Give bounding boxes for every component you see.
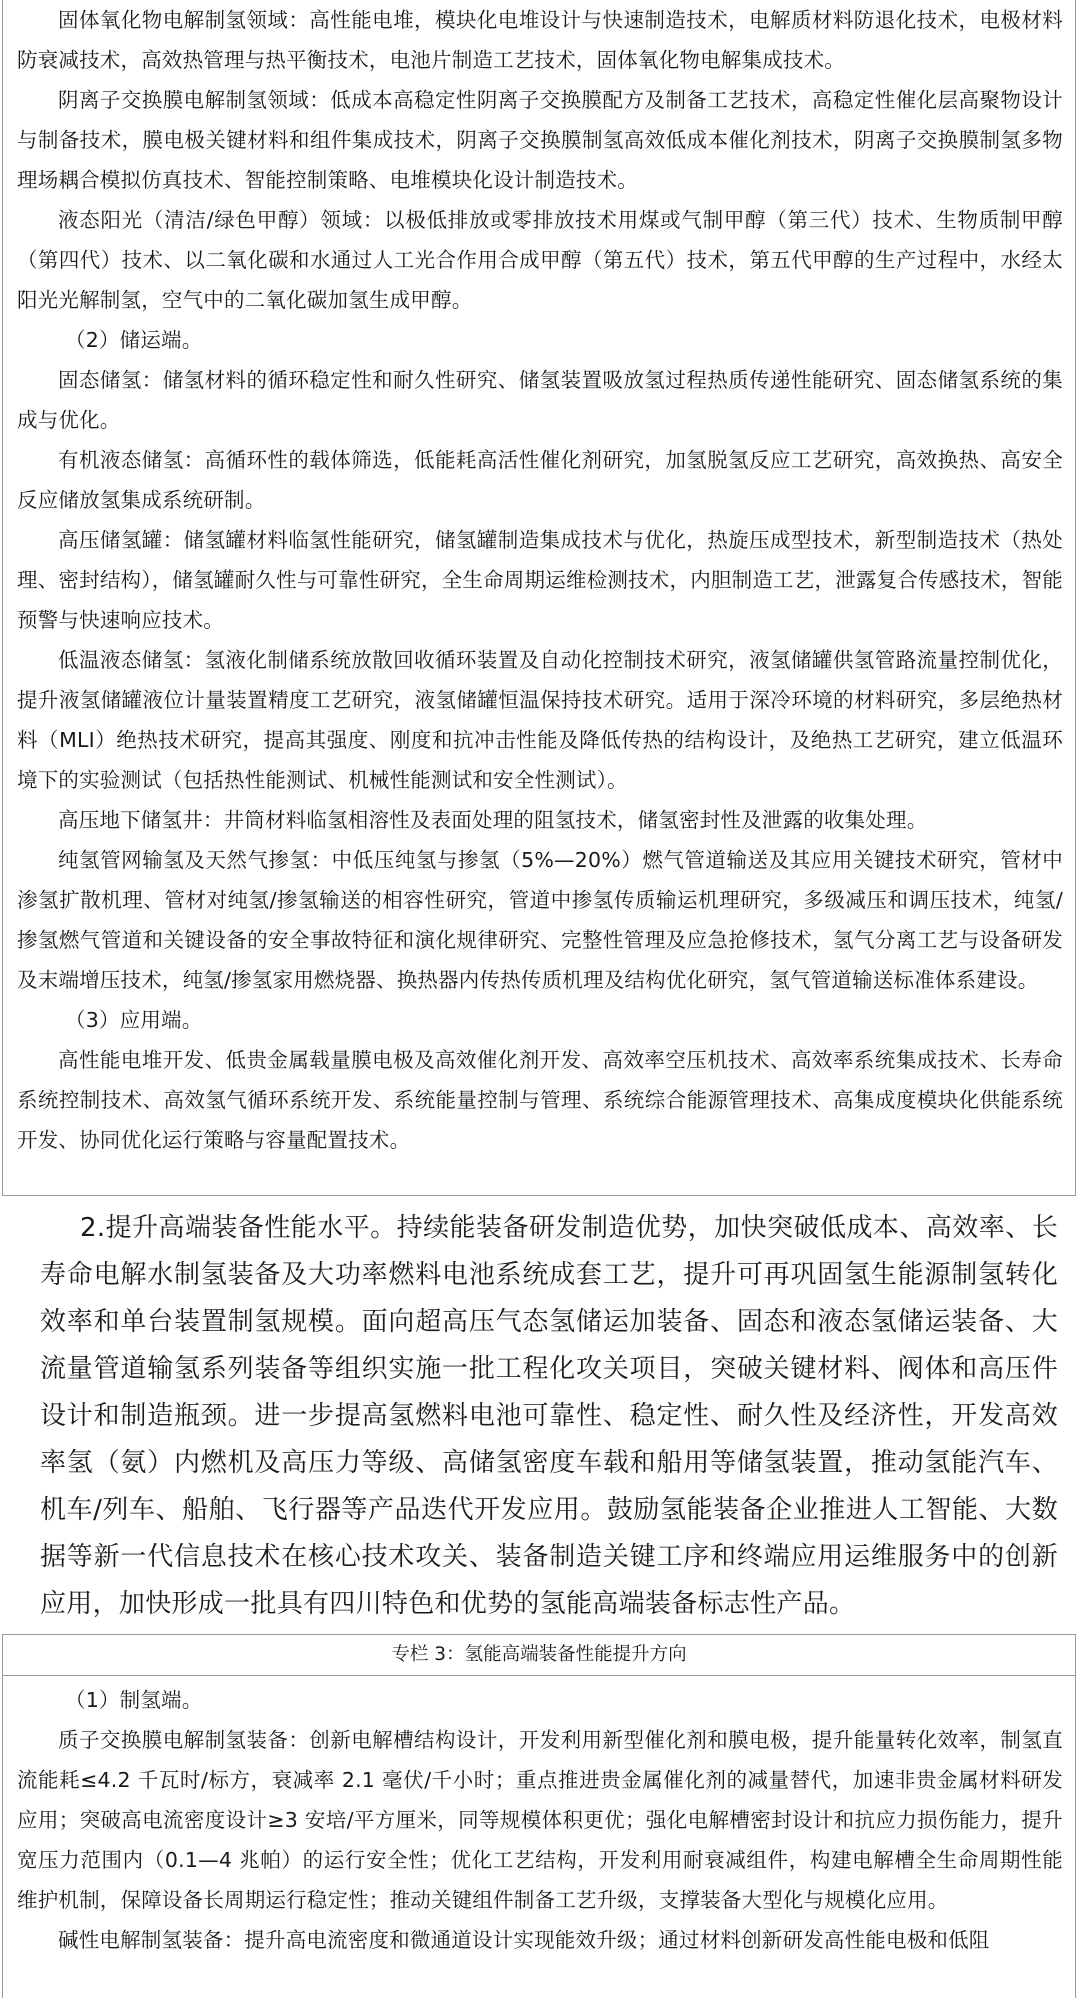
- paragraph-anion-exchange: 阴离子交换膜电解制氢领域：低成本高稳定性阴离子交换膜配方及制备工艺技术，高稳定性催化层高聚物设计与制备技术，膜电极关键材料和组件集成技术，阴离子交换膜制氢高效低成本催化剂技术，阴离子交换膜制氢多物理场耦合模拟仿真技术、智能控制策略、电堆模块化设计制造技术。: [17, 88, 1063, 192]
- heading-application: （3）应用端。: [65, 1008, 203, 1032]
- paragraph-solid-oxide: 固体氧化物电解制氢领域：高性能电堆，模块化电堆设计与快速制造技术，电解质材料防退化技术，电极材料防衰减技术，高效热管理与热平衡技术，电池片制造工艺技术，固体氧化物电解集成技术。: [17, 8, 1063, 72]
- main-body-text: [40, 1205, 1058, 1628]
- column-body: [3, 1676, 1075, 1960]
- paragraph-organic-liquid-storage: 有机液态储氢：高循环性的载体筛选，低能耗高活性催化剂研究，加氢脱氢反应工艺研究，高效换热、高安全反应储放氢集成系统研制。: [17, 448, 1063, 512]
- paragraph-liquid-sunshine: 液态阳光（清洁/绿色甲醇）领域：以极低排放或零排放技术用煤或气制甲醇（第三代）技术、生物质制甲醇（第四代）技术、以二氧化碳和水通过人工光合作用合成甲醇（第五代）技术，第五代甲醇的生产过程中，水经太阳光光解制氢，空气中的二氧化碳加氢生成甲醇。: [17, 208, 1063, 312]
- heading-storage: （2）储运端。: [65, 328, 203, 352]
- paragraph-equipment-performance: 2.提升高端装备性能水平。持续能装备研发制造优势，加快突破低成本、高效率、长寿命电解水制氢装备及大功率燃料电池系统成套工艺，提升可再巩固氢生能源制氢转化效率和单台装置制氢规模。面向超高压气态氢储运加装备、固态和液态氢储运装备、大流量管道输氢系列装备等组织实施一批工程化攻关项目，突破关键材料、阀体和高压件设计和制造瓶颈。进一步提高氢燃料电池可靠性、稳定性、耐久性及经济性，开发高效率氢（氨）内燃机及高压力等级、高储氢密度车载和船用等储氢装置，推动氢能汽车、机车/列车、船舶、飞行器等产品迭代开发应用。鼓励氢能装备企业推进人工智能、大数据等新一代信息技术在核心技术攻关、装备制造关键工序和终端应用运维服务中的创新应用，加快形成一批具有四川特色和优势的氢能高端装备标志性产品。: [40, 1213, 1058, 1619]
- paragraph-solid-storage: 固态储氢：储氢材料的循环稳定性和耐久性研究、储氢装置吸放氢过程热质传递性能研究、固态储氢系统的集成与优化。: [17, 368, 1063, 432]
- heading-production: （1）制氢端。: [65, 1688, 203, 1712]
- paragraph-pipeline-hydrogen: 纯氢管网输氢及天然气掺氢：中低压纯氢与掺氢（5%—20%）燃气管道输送及其应用关键技术研究，管材中渗氢扩散机理、管材对纯氢/掺氢输送的相容性研究，管道中掺氢传质输运机理研究，多级减压和调压技术，纯氢/掺氢燃气管道和关键设备的安全事故特征和演化规律研究、完整性管理及应急抢修技术，氢气分离工艺与设备研发及末端增压技术，纯氢/掺氢家用燃烧器、换热器内传热传质机理及结构优化研究，氢气管道输送标准体系建设。: [17, 848, 1063, 992]
- paragraph-alkaline-electrolysis: 碱性电解制氢装备：提升高电流密度和微通道设计实现能效升级；通过材料创新研发高性能电极和低阻: [58, 1928, 990, 1952]
- paragraph-cryogenic-storage: 低温液态储氢：氢液化制储系统放散回收循环装置及自动化控制技术研究，液氢储罐供氢管路流量控制优化，提升液氢储罐液位计量装置精度工艺研究，液氢储罐恒温保持技术研究。适用于深冷环境的材料研究，多层绝热材料（MLI）绝热技术研究，提高其强度、刚度和抗冲击性能及降低传热的结构设计，及绝热工艺研究，建立低温环境下的实验测试（包括热性能测试、机械性能测试和安全性测试）。: [17, 648, 1063, 792]
- paragraph-pem-electrolysis: 质子交换膜电解制氢装备：创新电解槽结构设计，开发利用新型催化剂和膜电极，提升能量转化效率，制氢直流能耗≤4.2 千瓦时/标方，衰减率 2.1 毫伏/千小时；重点推进贵金属催化剂的减量替代，加速非贵金属材料研发应用；突破高电流密度设计≥3 安培/平方厘米，同等规模体积更优；强化电解槽密封设计和抗应力损伤能力，提升宽压力范围内（0.1—4 兆帕）的运行安全性；优化工艺结构，开发利用耐衰减组件，构建电解槽全生命周期性能维护机制，保障设备长周期运行稳定性；推动关键组件制备工艺升级，支撑装备大型化与规模化应用。: [17, 1728, 1063, 1912]
- table-box-column-3: [2, 1634, 1076, 1998]
- column-title: 专栏 3：氢能高端装备性能提升方向: [3, 1635, 1075, 1676]
- paragraph-high-pressure-tank: 高压储氢罐：储氢罐材料临氢性能研究，储氢罐制造集成技术与优化，热旋压成型技术，新型制造技术（热处理、密封结构），储氢罐耐久性与可靠性研究，全生命周期运维检测技术，内胆制造工艺，泄露复合传感技术，智能预警与快速响应技术。: [17, 528, 1063, 632]
- paragraph-underground-well: 高压地下储氢井：井筒材料临氢相溶性及表面处理的阻氢技术，储氢密封性及泄露的收集处理。: [58, 808, 928, 832]
- paragraph-application: 高性能电堆开发、低贵金属载量膜电极及高效催化剂开发、高效率空压机技术、高效率系统集成技术、长寿命系统控制技术、高效氢气循环系统开发、系统能量控制与管理、系统综合能源管理技术、高集成度模块化供能系统开发、协同优化运行策略与容量配置技术。: [17, 1048, 1063, 1152]
- table-box-upper: [2, 0, 1076, 1196]
